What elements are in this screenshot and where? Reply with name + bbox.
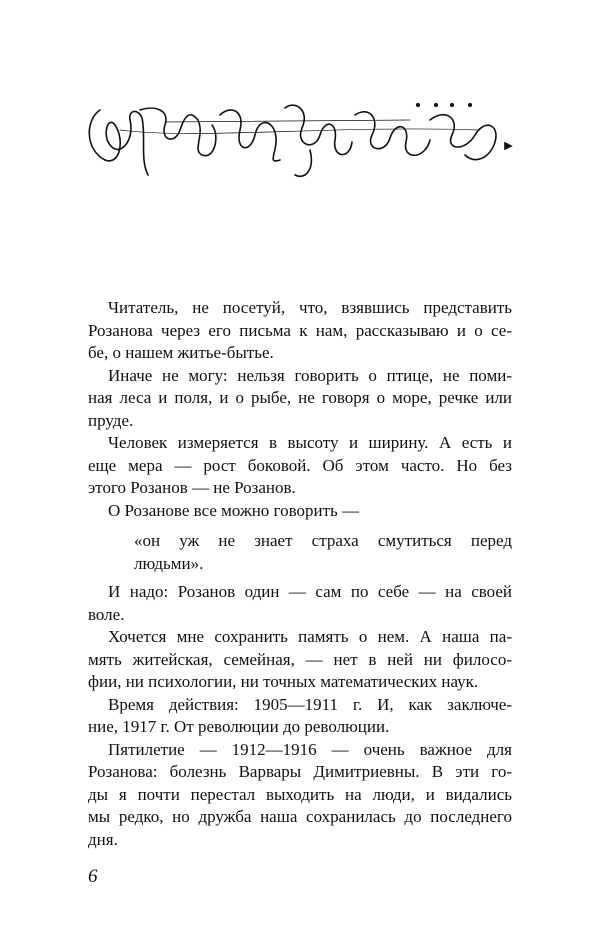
text-line: Читатель, не посетуй, что, взявшись представить xyxy=(108,298,512,317)
quote-line: людьми». xyxy=(134,553,204,573)
paragraph xyxy=(88,581,512,626)
text-line: ная леса и поля, и о рыбе, не говоря о море, речке или xyxy=(88,388,512,407)
calligraphy-signature xyxy=(80,80,520,195)
text-line: Пятилетие — 1912—1916 — очень важное для xyxy=(108,739,512,759)
text-line: О Розанове все можно говорить — xyxy=(108,500,360,520)
text-line: Розанова через его письма к нам, рассказываю и о се- xyxy=(88,320,512,340)
text-line: пруде. xyxy=(88,410,134,430)
text-line: фии, ни психологии, ни точных математических наук. xyxy=(88,672,479,691)
paragraph xyxy=(88,432,512,500)
text-line: ние, 1917 г. От революции до революции. xyxy=(88,717,390,736)
text-line: этого Розанов — не Розанов. xyxy=(88,478,296,497)
text-line: Время действия: 1905—1911 г. И, как заключе- xyxy=(108,694,512,714)
paragraph xyxy=(88,626,512,694)
paragraph xyxy=(88,500,512,523)
body-text xyxy=(88,297,512,851)
paragraph xyxy=(88,739,512,852)
paragraph xyxy=(88,365,512,433)
text-line: ды я почти перестал выходить на люди, и видались xyxy=(88,784,512,804)
text-line: И надо: Розанов один — сам по себе — на своей xyxy=(108,582,512,601)
paragraph xyxy=(88,694,512,739)
text-line: еще мера — рост боковой. Об этом часто. Но без xyxy=(88,455,512,475)
text-line: воле. xyxy=(88,604,125,624)
quotation-block xyxy=(88,530,512,575)
text-line: мы редко, но дружба наша сохранилась до последнего xyxy=(88,807,512,826)
quote-line: «он уж не знает страха смутиться перед xyxy=(134,531,512,550)
text-line: Розанова: болезнь Варвары Димитриевны. В эти го- xyxy=(88,762,512,781)
text-line: Человек измеряется в высоту и ширину. А есть и xyxy=(108,433,512,452)
text-line: дня. xyxy=(88,829,118,849)
text-line: Иначе не могу: нельзя говорить о птице, не поми- xyxy=(108,365,512,385)
text-line: Хочется мне сохранить память о нем. А наша па- xyxy=(108,627,512,646)
text-line: бе, о нашем житье-бытье. xyxy=(88,343,274,362)
text-line: мять житейская, семейная, — нет в ней ни филосо- xyxy=(88,649,512,669)
paragraph xyxy=(88,297,512,365)
page-number: 6 xyxy=(88,866,98,887)
